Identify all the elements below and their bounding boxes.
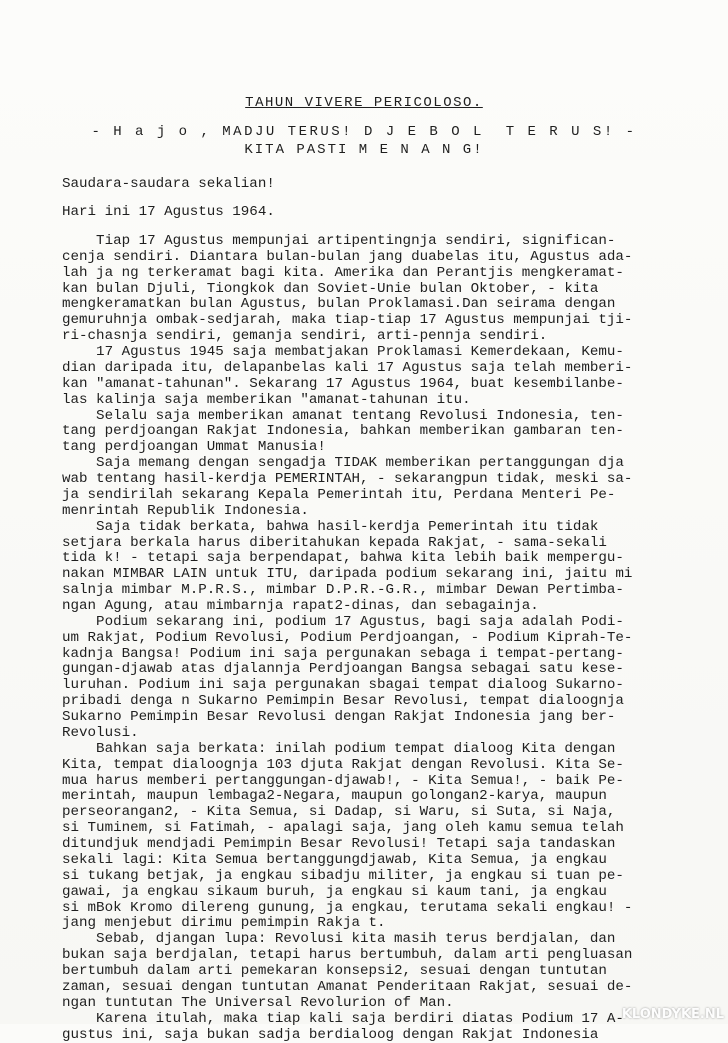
body-line: kan bulan Djuli, Tiongkok dan Soviet-Unie bulan Oktober, - kita (62, 280, 599, 297)
body-line: bukan saja berdjalan, tetapi harus bertumbuh, dalam arti pengluasan (62, 947, 633, 964)
body-line: ja sendirilah sekarang Kepala Pemerintah itu, Perdana Menteri Pe- (62, 486, 616, 503)
body-line: dian daripada itu, delapanbelas kali 17 Agustus saja telah memberi- (62, 359, 633, 376)
body-line: um Rakjat, Podium Revolusi, Podium Perdjoangan, - Podium Kiprah-Te- (62, 629, 633, 646)
body-line: zaman, sesuai dengan tuntutan Amanat Penderitaan Rakjat, sesuai de- (62, 978, 633, 995)
body-line: mengkeramatkan bulan Agustus, bulan Proklamasi.Dan seirama dengan (62, 296, 616, 313)
body-line: gemuruhnja ombak-sedjarah, maka tiap-tiap 17 Agustus mempunjai tji- (62, 312, 633, 329)
body-line: kan "amanat-tahunan". Sekarang 17 Agustus 1964, buat kesembilanbe- (62, 375, 624, 392)
body-line: jang menjebut dirimu pemimpin Rakja t. (62, 915, 386, 932)
body-line: Podium sekarang ini, podium 17 Agustus, bagi saja adalah Podi- (62, 613, 624, 630)
body-line: gungan-djawab atas djalannja Perdjoangan Bangsa sebagai satu kese- (62, 661, 624, 678)
body-line: si Tuminem, si Fatimah, - apalagi saja, jang oleh kamu semua telah (62, 820, 624, 837)
body-line: ri-chasnja sendiri, gemanja sendiri, arti-pennja sendiri. (62, 328, 548, 345)
body-line: ditundjuk mendjadi Pemimpin Besar Revolusi! Tetapi saja tandaskan (62, 836, 616, 853)
date-line: Hari ini 17 Agustus 1964. (62, 204, 275, 220)
body-line: gawai, ja engkau sikaum buruh, ja engkau si kaum tani, ja engkau (62, 883, 607, 900)
body-line: si tukang betjak, ja engkau sibadju militer, ja engkau si tuan pe- (62, 867, 624, 884)
body-line: salnja mimbar M.P.R.S., mimbar D.P.R.-G.R., mimbar Dewan Pertimba- (62, 582, 624, 599)
body-line: menrintah Republik Indonesia. (62, 502, 309, 519)
body-line: merintah, maupun lembaga2-Negara, maupun golongan2-karya, maupun (62, 788, 607, 805)
body-line: las kalinja saja memberikan "amanat-tahunan itu. (62, 391, 471, 408)
body-line: Revolusi. (62, 724, 139, 741)
body-line: perseorangan2, - Kita Semua, si Dadap, si Waru, si Suta, si Naja, (62, 804, 616, 821)
body-line: si mBok Kromo dilereng gunung, ja engkau, terutama sekali engkau! - (62, 899, 633, 916)
body-line: Saja tidak berkata, bahwa hasil-kerdja Pemerintah itu tidak (62, 518, 599, 535)
body-line: wab tentang hasil-kerdja PEMERINTAH, - sekarangpun tidak, meski sa- (62, 471, 633, 488)
salutation: Saudara-saudara sekalian! (62, 176, 275, 192)
body-line: Kita, tempat dialoognja 103 djuta Rakjat dengan Revolusi. Kita Se- (62, 756, 624, 773)
body-line: setjara berkala harus diberitahukan kepada Rakjat, - sama-sekali (62, 534, 607, 551)
body-line: sekali lagi: Kita Semua bertanggungdjawab, Kita Semua, ja engkau (62, 851, 607, 868)
body-line: tang perdjoangan Rakjat Indonesia, bahkan memberikan gambaran ten- (62, 423, 624, 440)
body-line: tang perdjoangan Ummat Manusia! (62, 439, 326, 456)
body-line: lah ja ng terkeramat bagi kita. Amerika dan Perantjis mengkeramat- (62, 264, 624, 281)
body-line: Selalu saja memberikan amanat tentang Revolusi Indonesia, ten- (62, 407, 624, 424)
body-line: gustus ini, saja bukan sadja berdialoog dengan Rakjat Indonesia (62, 1026, 599, 1043)
body-line: Tiap 17 Agustus mempunjai artipentingnja sendiri, significan- (62, 233, 616, 249)
watermark-logo: KLONDYKE.NL (621, 1007, 724, 1022)
body-line: Bahkan saja berkata: inilah podium tempat dialoog Kita dengan (62, 740, 616, 757)
body-line: cenja sendiri. Diantara bulan-bulan jang duabelas itu, Agustus ada- (62, 248, 633, 265)
document-subtitle-2: KITA PASTI M E N A N G! (244, 142, 484, 158)
body-line: pribadi denga n Sukarno Pemimpin Besar Revolusi, tempat dialoognja (62, 693, 624, 710)
body-line: ngan Agung, atau mimbarnja rapat2-dinas, dan sebagainja. (62, 598, 539, 614)
body-line: 17 Agustus 1945 saja membatjakan Proklamasi Kemerdekaan, Kemu- (62, 344, 624, 361)
body-line: Sukarno Pemimpin Besar Revolusi dengan Rakjat Indonesia jang ber- (62, 709, 616, 726)
body-line: Sebab, djangan lupa: Revolusi kita masih terus berdjalan, dan (62, 931, 616, 948)
body-line: tida k! - tetapi saja berpendapat, bahwa kita lebih baik mempergu- (62, 550, 624, 567)
body-line: Karena itulah, maka tiap kali saja berdiri diatas Podium 17 A- (62, 1010, 624, 1027)
body-line: luruhan. Podium ini saja pergunakan sbagai tempat dialoog Sukarno- (62, 677, 624, 694)
body-line: ngan tuntutan The Universal Revolurion of Man. (62, 994, 454, 1011)
body-line: kadnja Bangsa! Podium ini saja pergunakan sebaga i tempat-pertang- (62, 645, 624, 662)
body-line: nakan MIMBAR LAIN untuk ITU, daripada podium sekarang ini, jaitu mi (62, 566, 633, 583)
body-line: mua harus memberi pertanggungan-djawab!, - Kita Semua!, - baik Pe- (62, 772, 624, 789)
document-subtitle-1: - H a j o , MADJU TERUS! D J E B O L T E R U S! - (91, 124, 637, 140)
body-line: Saja memang dengan sengadja TIDAK memberikan pertanggungan dja (62, 455, 624, 472)
body-line: bertumbuh dalam arti pemekaran konsepsi2, sesuai dengan tuntutan (62, 963, 607, 980)
document-title: TAHUN VIVERE PERICOLOSO. (245, 95, 483, 111)
